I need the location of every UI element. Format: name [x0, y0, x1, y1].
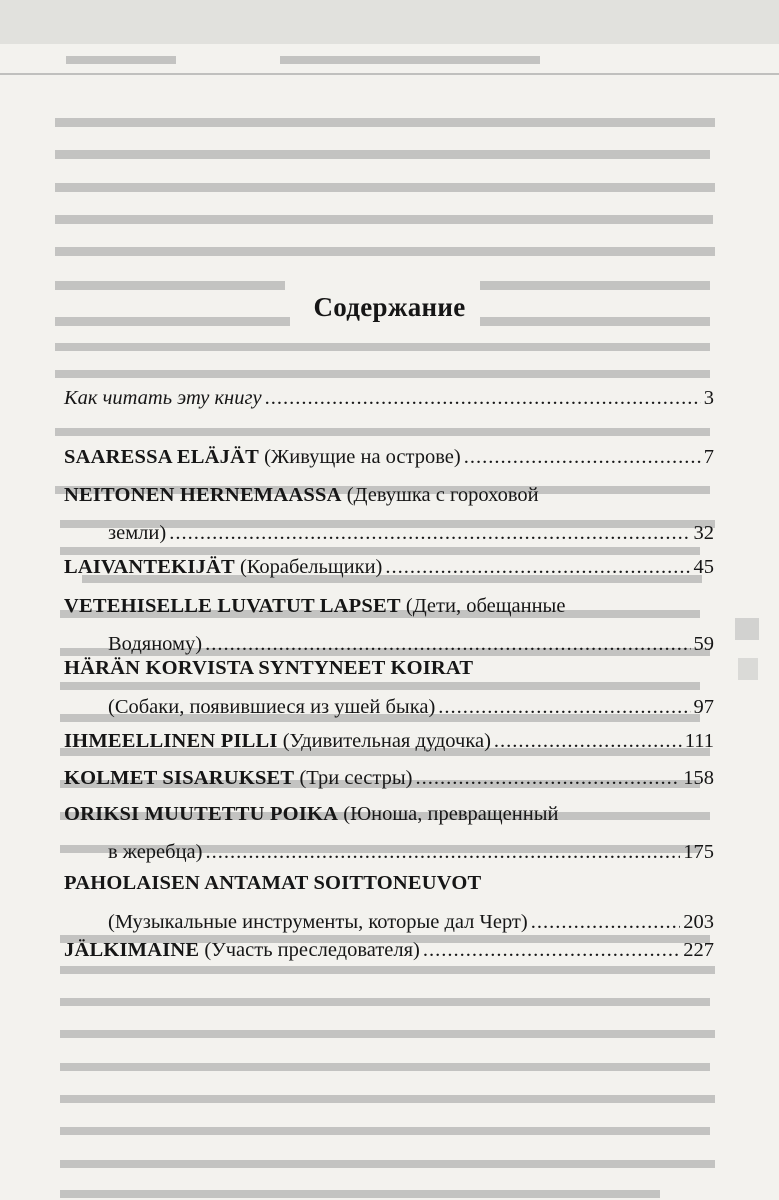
entry-latin-title: LAIVANTEKIJÄT	[64, 556, 235, 578]
entry-latin-title: ORIKSI MUUTETTU POIKA	[64, 803, 339, 825]
toc-entry	[64, 764, 714, 792]
entry-translation: (Юноша, превращенный	[343, 803, 559, 825]
toc-title: Содержание	[313, 292, 466, 322]
entry-title: Как читать эту книгу	[64, 387, 262, 409]
entry-translation: (Девушка с гороховой	[346, 484, 539, 506]
page-number: 59	[693, 633, 714, 655]
toc-entry	[64, 727, 714, 755]
toc-entry	[64, 443, 714, 471]
dot-leader	[205, 838, 680, 866]
page-number: 203	[683, 911, 714, 933]
entry-translation-cont: Водяному)	[108, 633, 203, 655]
page-number: 158	[683, 767, 714, 789]
entry-latin-title: SAARESSA ELÄJÄT	[64, 446, 259, 468]
toc-entry	[64, 384, 714, 412]
dot-leader	[531, 908, 681, 936]
entry-translation: (Три сестры)	[299, 767, 413, 789]
page-number: 111	[684, 730, 714, 752]
entry-latin-title: JÄLKIMAINE	[64, 939, 200, 961]
entry-latin-title: IHMEELLINEN PILLI	[64, 730, 278, 752]
dot-leader	[464, 443, 701, 471]
dot-leader	[415, 764, 680, 792]
entry-translation-cont: (Собаки, появившиеся из ушей быка)	[108, 696, 436, 718]
toc-entry	[64, 869, 714, 936]
page-number: 3	[703, 387, 714, 409]
entry-translation: (Участь преследователя)	[204, 939, 420, 961]
entry-translation: (Дети, обещанные	[405, 595, 566, 617]
entry-translation-cont: (Музыкальные инструменты, которые дал Черт)	[108, 911, 528, 933]
entry-translation-cont: в жеребца)	[108, 841, 203, 863]
page-number: 97	[693, 696, 714, 718]
page-number: 45	[693, 556, 714, 578]
page-number: 32	[693, 522, 714, 544]
dot-leader	[169, 519, 690, 547]
dot-leader	[438, 693, 690, 721]
entry-latin-title: HÄRÄN KORVISTA SYNTYNEET KOIRAT	[64, 657, 474, 679]
entry-translation: (Удивительная дудочка)	[282, 730, 491, 752]
page-number: 7	[703, 446, 714, 468]
dot-leader	[494, 727, 682, 755]
entry-latin-title: NEITONEN HERNEMAASSA	[64, 484, 342, 506]
entry-translation: (Живущие на острове)	[264, 446, 461, 468]
entry-latin-title: VETEHISELLE LUVATUT LAPSET	[64, 595, 401, 617]
toc-entry	[64, 800, 714, 866]
toc-entry	[64, 592, 714, 658]
toc-entry	[64, 654, 714, 721]
entry-translation: (Корабельщики)	[239, 556, 383, 578]
dot-leader	[265, 384, 701, 412]
dot-leader	[385, 553, 690, 581]
dot-leader	[423, 936, 680, 964]
toc-entry	[64, 481, 714, 547]
entry-latin-title: PAHOLAISEN ANTAMAT SOITTONEUVOT	[64, 872, 482, 894]
entry-translation-cont: земли)	[108, 522, 167, 544]
page-number: 227	[683, 939, 714, 961]
toc-entry	[64, 936, 714, 964]
entry-latin-title: KOLMET SISARUKSET	[64, 767, 295, 789]
toc-entry	[64, 553, 714, 581]
page-number: 175	[683, 841, 714, 863]
